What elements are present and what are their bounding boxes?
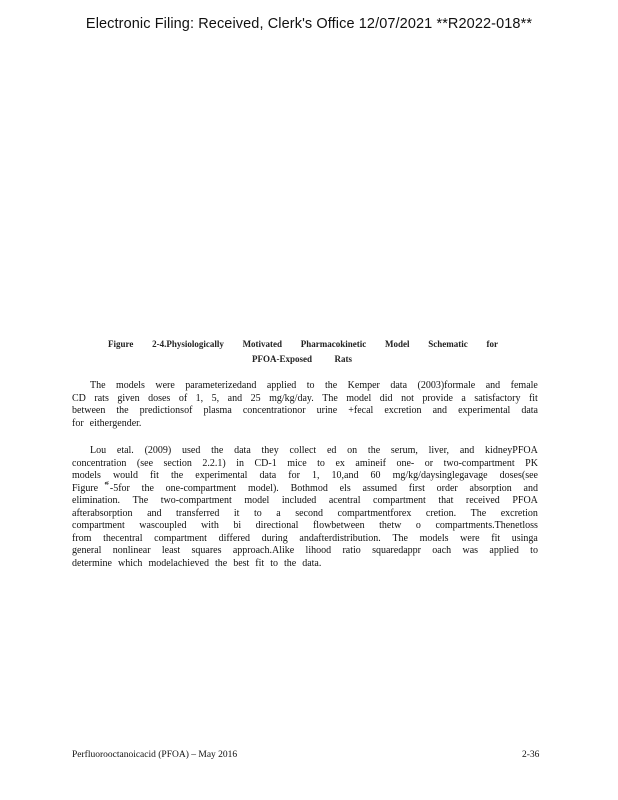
word: 2.2.1): [202, 457, 226, 469]
paragraph-lou-model: [72, 445, 538, 570]
word: collect: [289, 445, 317, 456]
word: the: [141, 482, 154, 494]
text-line: [72, 508, 538, 521]
word: (2009): [144, 445, 172, 456]
caption-word: Rats: [334, 354, 352, 364]
word: one-compartment: [165, 482, 237, 494]
word: first: [408, 482, 425, 494]
word: compartmentforex: [337, 507, 412, 519]
word: amineif: [355, 457, 386, 469]
word: concentrationor: [242, 405, 306, 416]
word: and: [485, 380, 501, 391]
word: rats: [94, 392, 109, 404]
text-line: [72, 380, 538, 393]
word: the: [367, 445, 381, 456]
word: not: [401, 392, 414, 404]
word: wascoupled: [139, 520, 187, 531]
word: two-compartment: [443, 457, 515, 469]
word: in: [236, 457, 244, 469]
word: nonlinear: [112, 545, 151, 556]
word: and: [147, 507, 162, 519]
word: data: [234, 445, 251, 456]
word: experimental: [195, 470, 248, 481]
caption-word: Pharmacokinetic: [300, 339, 367, 349]
word: Kemper: [347, 380, 380, 391]
word: and: [523, 482, 538, 494]
word: afterabsorption: [72, 507, 133, 519]
word: the: [170, 470, 184, 481]
text-line: [72, 405, 538, 418]
word: (2003)formale: [417, 380, 476, 391]
word: 10,and: [331, 470, 359, 481]
page-header: Electronic Filing: Received, Clerk's Office 12/07/2021 **R2022-018**: [85, 16, 533, 32]
word: Bothmod: [290, 482, 328, 494]
word: serum,: [390, 445, 418, 456]
word: to: [270, 557, 278, 569]
text-line: [72, 558, 538, 571]
word: general: [72, 545, 102, 556]
word: used: [182, 445, 201, 456]
word: thecentral: [103, 532, 143, 544]
word: usinga: [511, 532, 538, 544]
word: provide: [422, 392, 453, 404]
word: data.: [302, 557, 322, 569]
word: kidneyPFOA: [485, 445, 538, 456]
word: would: [112, 470, 138, 481]
word: +fecal: [348, 405, 374, 416]
paragraph-kemper-model: [72, 380, 538, 430]
word: plasma: [203, 405, 232, 416]
word: on: [347, 445, 358, 456]
word: models: [116, 380, 145, 391]
word: to: [317, 457, 325, 469]
word: of: [178, 392, 188, 404]
caption-word: for: [486, 339, 498, 349]
footer-document-title: Perfluorooctanoicacid (PFOA) – May 2016: [72, 750, 238, 760]
word: ็-5for: [109, 482, 130, 494]
word: two-compartment: [160, 495, 232, 506]
word: (see: [136, 457, 154, 469]
word: compartments.Thenetloss: [435, 520, 538, 531]
word: that: [438, 495, 454, 506]
word: data: [521, 405, 538, 416]
word: acentral: [328, 495, 361, 506]
word: mg/kg/daysinglegavage: [392, 470, 488, 481]
word: was: [462, 545, 479, 556]
word: differed: [218, 532, 251, 544]
word: compartment: [373, 495, 426, 506]
word: CD-1: [254, 457, 277, 469]
word: ratio: [342, 545, 361, 556]
word: applied: [489, 545, 519, 556]
word: a: [276, 507, 281, 519]
word: were: [155, 380, 175, 391]
word: one-: [396, 457, 415, 469]
word: it: [233, 507, 240, 519]
text-line: [72, 545, 538, 558]
text-line: [72, 418, 538, 431]
word: els: [339, 482, 351, 494]
word: elimination.: [72, 495, 121, 506]
word: they: [261, 445, 279, 456]
word: Figure: [72, 482, 99, 494]
word: CD: [72, 392, 86, 404]
word: andafterdistribution.: [299, 532, 381, 544]
word: female: [510, 380, 538, 391]
text-line: [72, 470, 538, 483]
word: the: [211, 445, 224, 456]
word: determine: [72, 557, 112, 569]
figure-caption-line-2: [252, 354, 352, 364]
word: were: [460, 532, 480, 544]
word: to: [530, 545, 538, 556]
word: compartment: [72, 520, 125, 531]
word: The: [90, 380, 106, 391]
word: the: [283, 557, 297, 569]
word: Lou: [90, 445, 107, 456]
word: excretion: [500, 507, 538, 519]
word: 1,: [311, 470, 320, 481]
word: ed: [326, 445, 337, 456]
word: oach: [432, 545, 452, 556]
text-line: [72, 495, 538, 508]
word: models: [419, 532, 449, 544]
word: and: [459, 445, 475, 456]
word: or: [424, 457, 434, 469]
word: from: [72, 532, 92, 544]
word: parameterizedand: [185, 380, 257, 391]
text-line: [72, 483, 538, 496]
word: bi: [233, 520, 242, 531]
caption-word: Schematic: [428, 339, 468, 349]
caption-word: Figure: [108, 339, 134, 349]
text-line: [72, 458, 538, 471]
word: etal.: [116, 445, 134, 456]
word: model).: [247, 482, 279, 494]
word: fit: [528, 392, 538, 404]
word: 60: [370, 470, 381, 481]
word: urine: [316, 405, 338, 416]
word: for: [72, 417, 84, 429]
word: models: [72, 470, 101, 481]
word: eithergender.: [89, 417, 142, 429]
word: 1,: [195, 392, 204, 404]
word: ex: [335, 457, 345, 469]
word: compartment: [154, 532, 207, 544]
caption-word: 2-4.Physiologically: [152, 339, 224, 349]
word: excretion: [384, 405, 422, 416]
word: modelachieved: [148, 557, 209, 569]
word: section: [163, 457, 192, 469]
word: fit: [150, 470, 159, 481]
word: the: [116, 405, 129, 416]
word: to: [306, 380, 315, 391]
word: model: [346, 392, 372, 404]
word: between: [72, 405, 106, 416]
text-line: [72, 393, 538, 406]
word: experimental: [458, 405, 511, 416]
word: mg/kg/day.: [269, 392, 314, 404]
word: squaredappr: [372, 545, 421, 556]
word: lihood: [305, 545, 332, 556]
word: cretion.: [425, 507, 457, 519]
word: PFOA: [512, 495, 538, 506]
word: fit: [491, 532, 501, 544]
word: for: [288, 470, 300, 481]
word: and: [432, 405, 448, 416]
word: best: [233, 557, 250, 569]
caption-word: Model: [385, 339, 410, 349]
word: included: [281, 495, 317, 506]
word: model: [244, 495, 270, 506]
word: and: [227, 392, 243, 404]
word: the: [324, 380, 338, 391]
word: with: [201, 520, 219, 531]
word: assumed: [362, 482, 397, 494]
word: concentration: [72, 457, 127, 469]
word: satisfactory: [474, 392, 521, 404]
word: The: [392, 532, 408, 544]
word: doses(see: [499, 470, 538, 481]
caption-word: PFOA-Exposed: [252, 354, 313, 364]
word: The: [470, 507, 487, 519]
word: a: [461, 392, 466, 404]
word: which: [117, 557, 143, 569]
word: did: [379, 392, 393, 404]
word: data: [390, 380, 408, 391]
word: absorption: [469, 482, 512, 494]
text-line: [72, 520, 538, 533]
word: fit: [255, 557, 265, 569]
word: 5,: [211, 392, 220, 404]
word: data: [259, 470, 277, 481]
word: The: [132, 495, 149, 506]
word: flowbetween: [312, 520, 365, 531]
word: received: [465, 495, 500, 506]
figure-caption-line-1: [108, 339, 498, 349]
word: during: [261, 532, 288, 544]
word: mice: [287, 457, 307, 469]
word: order: [436, 482, 458, 494]
word: thetw: [379, 520, 402, 531]
word: applied: [266, 380, 297, 391]
word: o: [415, 520, 421, 531]
word: PK: [525, 457, 538, 469]
word: least: [161, 545, 181, 556]
word: squares: [191, 545, 222, 556]
word: liver,: [428, 445, 450, 456]
caption-word: Motivated: [242, 339, 283, 349]
word: the: [214, 557, 228, 569]
word: predictionsof: [139, 405, 193, 416]
word: approach.Alike: [232, 545, 295, 556]
word: second: [295, 507, 323, 519]
word: doses: [148, 392, 171, 404]
word: transferred: [176, 507, 220, 519]
word: The: [322, 392, 338, 404]
word: 25: [250, 392, 261, 404]
word: to: [253, 507, 262, 519]
text-line: [72, 445, 538, 458]
word: directional: [255, 520, 299, 531]
footer-page-number: 2-36: [522, 750, 540, 760]
word: given: [117, 392, 140, 404]
text-line: [72, 533, 538, 546]
